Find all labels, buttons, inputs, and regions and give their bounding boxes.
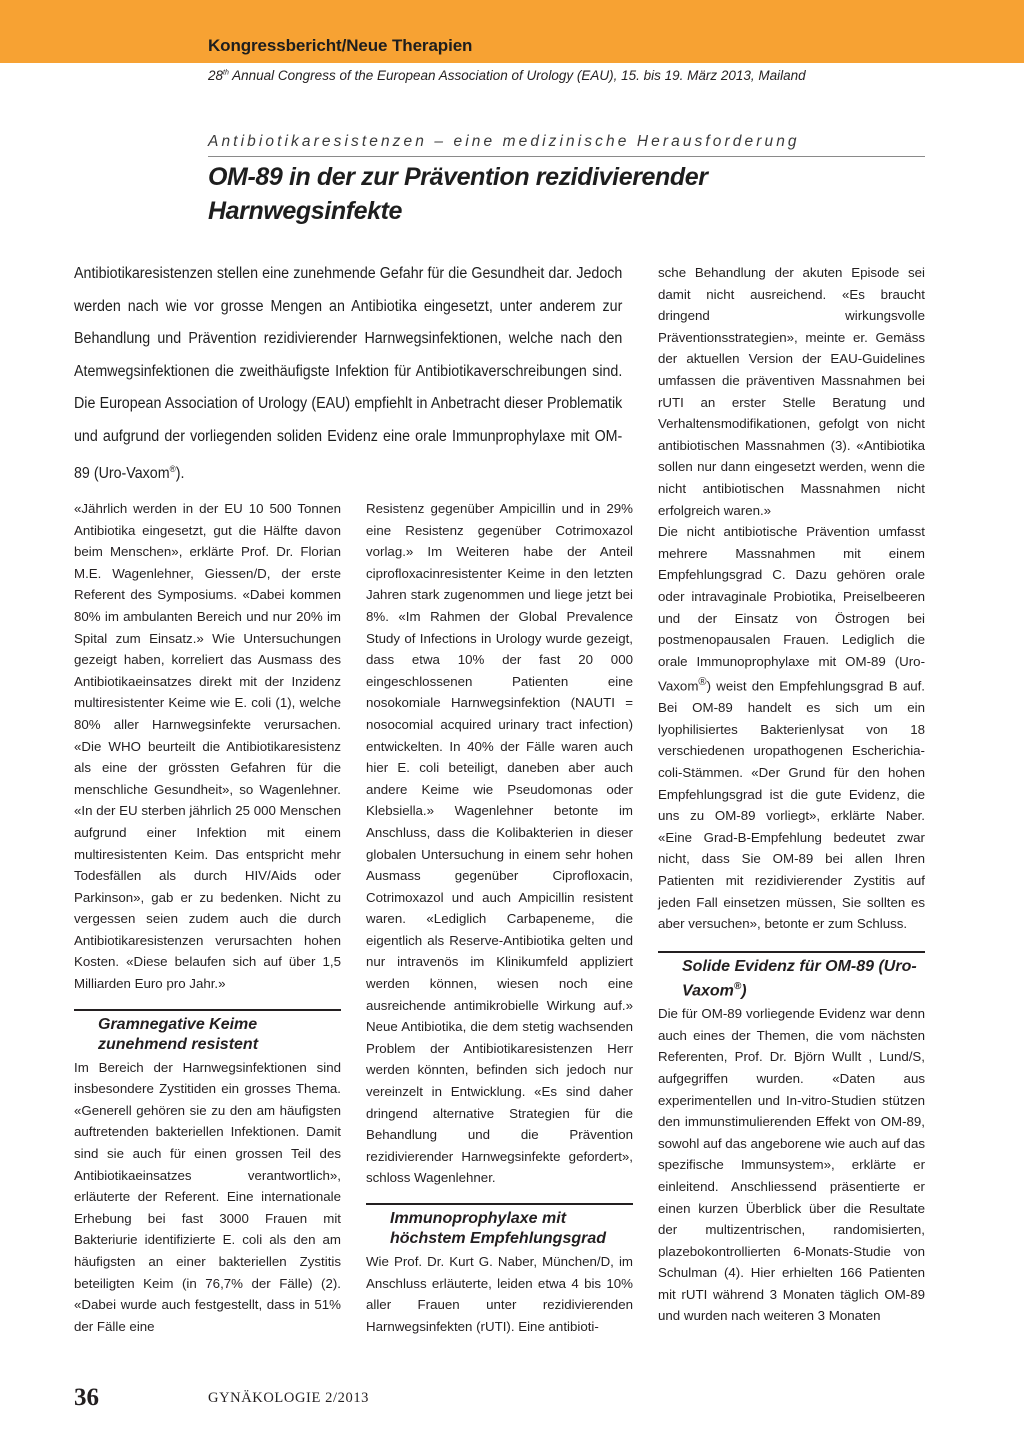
body-paragraph [658,521,925,935]
header-bar [0,0,1024,63]
column-2 [366,498,633,1337]
body-paragraph: sche Behandlung der akuten Episode sei damit nicht ausreichend. «Es braucht dringend wirkungsvolle Präventionsstrategien», meinte er. Gemäss der aktuellen Version der EAU-Guidelines umfassen die präventiven Massnahmen bei rUTI an erster Stelle Beratung und Verhaltensmodifikationen, gefolgt von nicht antibiotischen Massnahmen (3). «Antibiotika sollen nur dann eingesetzt werden, wenn die nicht antibiotischen Massnahmen nicht erfolgreich waren.» [658,265,925,518]
congress-text: Annual Congress of the European Association of Urology (EAU), 15. bis 19. März 2013, Mailand [228,68,806,83]
lead-paragraph [74,258,622,491]
page-number: 36 [74,1384,99,1411]
column-3 [658,262,925,1327]
lead-registered-mark: ® [169,464,176,474]
subheading-text-end: ) [741,982,747,1000]
congress-ordinal-suffix: th [223,69,229,77]
subheading-solide-evidenz [658,951,925,1003]
body-text: ) weist den Empfehlungsgrad B auf. Bei OM-89 handelt es sich um ein lyophilisiertes Bakterienlysat von 18 verschiedenen uropathogenen Escherichia-coli-Stämmen. «Der Grund für den hohen Empfehlungsgrad ist die gute Evidenz, die uns zu OM-89 vorliegt», erklärte Naber. «Eine Grad-B-Empfehlung bedeutet zwar nicht, dass Sie OM-89 bei allen Ihren Patienten mit rezidivierender Zystitis auf jeden Fall einsetzen müssen, Sie sollten es aber versuchen», betonte er zum Schluss. [658,678,925,932]
congress-line [208,68,806,83]
body-paragraph: «Jährlich werden in der EU 10 500 Tonnen Antibiotika eingesetzt, gut die Hälfte davon beim Menschen», erklärte Prof. Dr. Florian M.E. Wagenlehner, Giessen/D, der erste Referent des Symposiums. «Dabei kommen 80% im ambulanten Bereich und nur 20% im Spital zum Einsatz.» Wie Untersuchungen gezeigt haben, korreliert das Ausmass des Antibiotikaeinsatzes direkt mit der Inzidenz multiresistenter Keime wie E. coli (1), welche 80% aller Harnwegsinfekte verursachen. «Die WHO beurteilt die Antibiotikaresistenz als eine der grössten Gefahren für die menschliche Gesundheit», so Wagenlehner. «In der EU sterben jährlich 25 000 Menschen aufgrund einer Infektion mit einem multiresistenten Keim. Das entspricht mehr Todesfällen als durch HIV/Aids oder Parkinson», gab er zu bedenken. Nicht zu vergessen seien zudem auch die durch Antibiotikaresistenzen verursachten hohen Kosten. «Diese belaufen sich auf über 1,5 Milliarden Euro pro Jahr.» [74,501,341,992]
lead-text: Antibiotikaresistenzen stellen eine zunehmende Gefahr für die Gesundheit dar. Jedoch werden nach wie vor grosse Mengen an Antibiotika eingesetzt, unter anderem zur Behandlung und Prävention rezidivierender Harnwegsinfektionen, welche nach den Atemwegsinfektionen die zweithäufigste Infektion für Antibiotikaverschreibungen sind. Die European Association of Urology (EAU) empfiehlt in Anbetracht dieser Problematik und aufgrund der vorliegenden soliden Evidenz eine orale Immunprophylaxe mit OM-89 (Uro-Vaxom [74,265,623,483]
lead-end: ). [175,465,185,483]
body-paragraph: Die für OM-89 vorliegende Evidenz war denn auch eines der Themen, die vom nächsten Referenten, Prof. Dr. Björn Wullt , Lund/S, aufgegriffen wurden. «Daten aus experimentellen und In-vitro-Studien stützen den immunstimulierenden Effekt von OM-89, sowohl auf das angeborene wie auch auf das spezifische Immunsystem», erklärte er einleitend. Anschliessend präsentierte er einen kurzen Überblick über die Resultate der multizentrischen, randomisierten, plazebokontrollierten 6-Monats-Studie von Schulman (4). Hier erhielten 166 Patienten mit rUTI während 3 Monaten täglich OM-89 und wurden nach weiteren 3 Monaten [658,1006,925,1324]
body-paragraph: Im Bereich der Harnwegsinfektionen sind insbesondere Zystitiden ein grosses Thema. «Generell gehören sie zu den am häufigsten auftretenden bakteriellen Infektionen. Damit sind sie auch für einen grossen Teil des Antibiotikaeinsatzes verantwortlich», erläuterte der Referent. Eine internationale Erhebung bei fast 3000 Frauen mit Bakteriurie identifizierte E. coli als den am häufigsten an einer bakteriellen Zystitis beteiligten Keim (in 76,7% der Fälle) (2). «Dabei wurde auch festgestellt, dass in 51% der Fälle eine [74,1059,341,1334]
registered-mark: ® [733,980,742,992]
body-paragraph: Wie Prof. Dr. Kurt G. Naber, München/D, im Anschluss erläuterte, leiden etwa 4 bis 10% aller Frauen unter rezidivierenden Harnwegsinfekten (rUTI). Eine antibioti- [366,1254,633,1334]
subheading-text: Solide Evidenz für OM-89 (Uro-Vaxom [682,957,917,1000]
congress-ordinal: 28 [208,68,224,83]
subheading-gramnegative: Gramnegative Keime zunehmend resistent [74,1009,341,1057]
column-1 [74,498,341,1337]
subheading-immunoprophylaxe: Immunoprophylaxe mit höchstem Empfehlungsgrad [366,1203,633,1251]
journal-name: GYNÄKOLOGIE 2/2013 [208,1390,370,1406]
kicker-divider [208,156,925,157]
registered-mark: ® [698,676,707,689]
section-category: Kongressbericht/Neue Therapien [208,36,473,55]
body-paragraph: Resistenz gegenüber Ampicillin und in 29% eine Resistenz gegenüber Cotrimoxazol vorlag.» Im Weiteren habe der Anteil ciprofloxacinresistenter Keime in den letzten Jahren stark zugenommen und liege jetzt bei 8%. «Im Rahmen der Global Prevalence Study of Infections in Urology wurde gezeigt, dass etwa 10% der fast 20 000 eingeschlossenen Patienten eine nosokomiale Harnwegsinfektion (NAUTI = nosocomial acquired urinary tract infection) entwickelten. In 40% der Fälle waren auch hier E. coli beteiligt, daneben aber auch andere Keime wie Pseudomonas oder Klebsiella.» Wagenlehner betonte im Anschluss, dass die Kolibakterien in dieser globalen Untersuchung in einem sehr hohen Ausmass gegenüber Ciprofloxacin, Cotrimoxazol und auch Ampicillin resistent waren. «Lediglich Carbapeneme, die eigentlich als Reserve-Antibiotika gelten und nur intravenös im Klinikumfeld appliziert werden können, wiesen noch eine ausreichende antimikrobielle Wirkung auf.» Neue Antibiotika, die dem stetig wachsenden Problem der Antibiotikaresistenzen Herr werden könnten, befinden sich jedoch nur vereinzelt in Entwicklung. «Es sind daher dringend alternative Strategien für die Behandlung und die Prävention rezidivierender Harnwegsinfekte gefordert», schloss Wagenlehner. [366,501,633,1186]
article-title: OM-89 in der zur Prävention rezidivierender Harnwegsinfekte [208,163,708,225]
article-kicker: Antibiotikaresistenzen – eine medizinische Herausforderung [208,133,800,150]
body-text: Die nicht antibiotische Prävention umfasst mehrere Massnahmen mit einem Empfehlungsgrad C. Dazu gehören orale oder intravaginale Probiotika, Preiselbeeren und der Einsatz von Östrogen bei postmenopausalen Frauen. Lediglich die orale Immunoprophylaxe mit OM-89 (Uro-Vaxom [658,524,925,694]
